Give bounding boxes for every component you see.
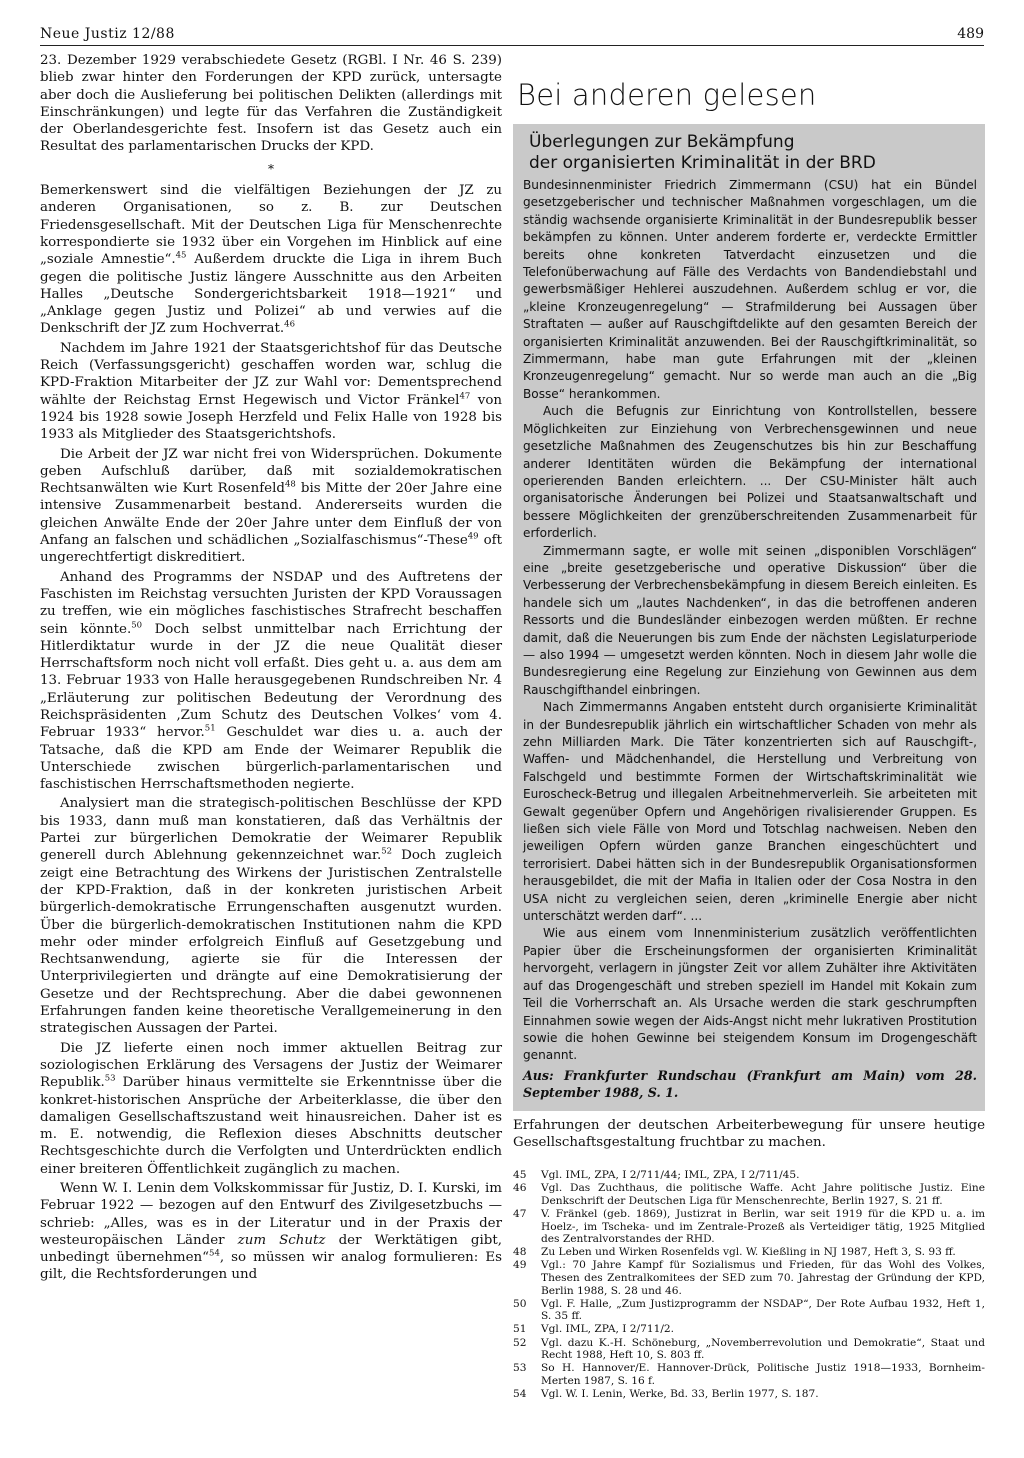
footnote-number: 45 (513, 1169, 527, 1182)
footnote-number: 50 (513, 1297, 527, 1310)
footnote-text: Zu Leben und Wirken Rosenfelds vgl. W. Kießling in NJ 1987, Heft 3, S. 93 ff. (541, 1246, 956, 1259)
footnote-ref: 51 (204, 723, 216, 734)
footnote-number: 54 (513, 1387, 527, 1400)
footnote (513, 1169, 985, 1182)
left-column (40, 52, 502, 1284)
paragraph: 23. Dezember 1929 verabschiedete Gesetz (RGBl. I Nr. 46 S. 239) blieb zwar hinter den Forderungen der KPD zurück, untersagte aber doch die Auslieferung bei politischen Delikten (allerdings mit Einschränkungen) und legte für das Verfahren die Zuständigkeit der Oberlandesgerichte fest. Insofern ist das Gesetz auch ein Resultat des parlamentarischen Drucks der KPD. (40, 53, 502, 155)
paragraph: Zimmermann sagte, er wolle mit seinen „disponiblen Vorschlägen“ eine „breite gesetzgeberische und operative Diskussion“ über die Verbesserung der Verbrechensbekämpfung in diesem Bereich einleiten. Es handele sich um „lautes Nachdenken“, in das die betroffenen anderen Ressorts und die Bundesländer einbezogen werden müßten. Er rechne damit, daß die Neuerungen bis zum Ende der nächsten Legislaturperiode — also 1994 — umgesetzt werden könnten. Noch in diesem Jahr wolle die Bundesregierung eine Regelung zur Einziehung von Gewinnen aus dem Rauschgifthandel einbringen. (523, 543, 977, 697)
footnote-number: 48 (513, 1246, 527, 1259)
footnote (513, 1259, 985, 1297)
footnote-number: 46 (513, 1182, 527, 1195)
paragraph-continuation: Erfahrungen der deutschen Arbeiterbewegung für unsere heutige Gesellschaftsgestaltung fruchtbar zu machen. (513, 1117, 985, 1151)
page-header (40, 18, 984, 42)
footnote (513, 1208, 985, 1246)
journal-title: Neue Justiz 12/88 (40, 26, 175, 42)
header-rule (40, 45, 984, 46)
page-number: 489 (957, 26, 984, 42)
paragraph: Anhand des Programms der NSDAP und des Auftretens der Faschisten im Reichstag versuchten Juristen der KPD Voraussagen zu treffen, wie ein mögliches faschistisches Strafrecht beschaffen sein könnte.$^{50}$ Doch selbst unmittelbar nach Errichtung der Hitlerdiktatur wurde in der JZ die neue Qualität dieser Herrschaftsform noch nicht voll erfaßt. Dies geht u. a. aus dem am 13. Februar 1933 von Halle herausgegebenen Rundschreiben Nr. 4 „Erläuterung zur politischen Bedeutung der Verordnung des Reichspräsidenten ‚Zum Schutz des Deutschen Volkes‘ vom 4. Februar 1933“ hervor.$^{51}$ Geschuldet war dies u. a. auch der Tatsache, daß die KPD am Ende der Weimarer Republik die Unterschiede zwischen bürgerlich-parlamentarischen und faschistischen Herrschaftsmethoden negierte. (40, 569, 502, 793)
footnote-text: Vgl. IML, ZPA, I 2/711/2. (541, 1323, 675, 1336)
footnote-text: Vgl. IML, ZPA, I 2/711/44; IML, ZPA, I 2/711/45. (541, 1169, 800, 1182)
footnote (513, 1362, 985, 1387)
footnote (513, 1182, 985, 1207)
footnote-ref: 47 (459, 391, 471, 402)
quoted-article-box (513, 124, 985, 1111)
footnote (513, 1298, 985, 1323)
paragraph: Die JZ lieferte einen noch immer aktuellen Beitrag zur soziologischen Erklärung des Versagens der Justiz der Weimarer Republik.$^{53}$ Darüber hinaus vermittelte sie Erkenntnisse über die konkret-historischen Ansprüche der Arbeiterklasse, die über den damaligen Gesellschaftszustand weit hinausreichen. Daher ist es m. E. notwendig, die Reflexion dieses Abschnitts deutscher Rechtsgeschichte durch die Verfolgten und Unterdrückten endlich einer breiteren Öffentlichkeit zugänglich zu machen. (40, 1040, 502, 1177)
footnote (513, 1323, 985, 1336)
footnotes (513, 1169, 985, 1400)
footnote (513, 1337, 985, 1362)
footnote-ref: 45 (175, 250, 187, 261)
paragraph: Bundesinnenminister Friedrich Zimmermann (CSU) hat ein Bündel gesetzgeberischer und technischer Maßnahmen vorgeschlagen, um die ständig wachsende organisierte Kriminalität in der Bundesrepublik besser bekämpfen zu können. Unter anderem forderte er, verdeckte Ermittler bereits ohne konkreten Tatverdacht einzusetzen und die Telefonüberwachung auf Fälle des Verdachts von Bandendiebstahl und gewerbsmäßiger Hehlerei auszudehnen. Außerdem schlug er vor, die „kleine Kronzeugenregelung“ — Strafmilderung bei Aussagen über Straftaten — außer auf Rauschgiftdelikte auf den gesamten Bereich der organisierten Kriminalität anzuwenden. Bei der Rauschgiftkriminalität, so Zimmermann, habe man gute Erfahrungen mit der „kleinen Kronzeugenregelung“ gemacht. Nur so werde man auch an die „Big Bosse“ herankommen. (523, 178, 977, 401)
article-source: Aus: Frankfurter Rundschau (Frankfurt am Main) vom 28. September 1988, S. 1. (523, 1067, 977, 1100)
footnote-number: 51 (513, 1323, 527, 1336)
footnote-text: So H. Hannover/E. Hannover-Drück, Politische Justiz 1918—1933, Bornheim-Merten 1987, S. 16 f. (541, 1362, 985, 1387)
footnote-text: Vgl. dazu K.-H. Schöneburg, „Novemberrevolution und Demokratie“, Staat und Recht 1988, Heft 10, S. 803 ff. (541, 1336, 985, 1362)
footnote (513, 1246, 985, 1259)
paragraph: Auch die Befugnis zur Einrichtung von Kontrollstellen, bessere Möglichkeiten zur Einziehung von Verbrechensgewinnen und neue gesetzliche Maßnahmen des Zeugenschutzes bis hin zur Beschaffung anderer Identitäten würden die Bekämpfung der international operierenden Banden erleichtern. ... Der CSU-Minister hält auch organisatorische Änderungen bei Polizei und Staatsanwaltschaft und bessere Möglichkeiten der grenzüberschreitenden Zusammenarbeit für erforderlich. (523, 404, 977, 541)
footnote-ref: 53 (104, 1073, 116, 1084)
paragraph: Nachdem im Jahre 1921 der Staatsgerichtshof für das Deutsche Reich (Verfassungsgericht) geschaffen worden war, schlug die KPD-Fraktion Mitarbeiter der JZ zur Wahl vor: Dementsprechend wählte der Reichstag Ernst Hegewisch und Victor Fränkel$^{47}$ von 1924 bis 1928 sowie Joseph Herzfeld und Felix Halle von 1928 bis 1933 als Mitglieder des Staatsgerichtshofs. (40, 340, 502, 443)
paragraph: Wenn W. I. Lenin dem Volkskommissar für Justiz, D. I. Kurski, im Februar 1922 — bezogen auf den Entwurf des Zivilgesetzbuchs — schrieb: „Alles, was es in der Literatur und in der Praxis der westeuropäischen Länder zum Schutz der Werktätigen gibt, unbedingt übernehmen“$^{54}$, so müssen wir analog formulieren: Es gilt, die Rechtsforderungen und (40, 1181, 502, 1283)
paragraph: Nach Zimmermanns Angaben entsteht durch organisierte Kriminalität in der Bundesrepublik jährlich ein wirtschaftlicher Schaden von mehr als zehn Milliarden Mark. Die Täter konzentrierten sich auf Rauschgift-, Waffen- und Mädchenhandel, die Herstellung und Verbreitung von Falschgeld und bestimmte Formen der Wirtschaftskriminalität wie Euroscheck-Betrug und illegalen Arbeitnehmerverleih. Sie arbeiteten mit Gewalt gegenüber Opfern und Angehörigen rivalisierender Gruppen. Es ließen sich viele Fälle von Mord und Totschlag nachweisen. Neben den jeweiligen Opfern würden ganze Branchen eingeschüchtert und terrorisiert. Dabei hätten sich in der Bundesrepublik Organisationsformen herausgebildet, die mit der Mafia in Italien oder der Cosa Nostra in den USA nicht zu vergleichen seien, deren „kriminelle Energie aber nicht unterschätzt werden darf“. ... (523, 700, 977, 924)
footnote-number: 49 (513, 1259, 527, 1272)
right-column (513, 52, 985, 1401)
footnote-text: Vgl.: 70 Jahre Kampf für Sozialismus und Frieden, für das Wohl des Volkes, Thesen des Zentralkomitees der SED zum 70. Jahrestag der Gründung der KPD, Berlin 1988, S. 28 und 46. (541, 1259, 985, 1297)
footnote-ref: 52 (381, 846, 393, 857)
footnote (513, 1388, 985, 1401)
footnote-ref: 50 (131, 620, 143, 631)
section-separator: * (268, 161, 274, 176)
paragraph: Wie aus einem vom Innenministerium zusätzlich veröffentlichten Papier über die Erscheinungsformen der organisierten Kriminalität hervorgeht, verlagern in jüngster Zeit vor allem Zuhälter ihre Aktivitäten auf das Drogengeschäft und streben speziell im Handel mit Kokain zum Teil die Vorherrschaft an. Als Ursache werden die stark geschrumpften Einnahmen sowie wegen der Aids-Angst nicht mehr lukrativen Prostitution sowie die hohen Gewinne bei steigendem Konsum im Drogengeschäft genannt. (523, 926, 977, 1063)
section-title: Bei anderen gelesen (517, 78, 817, 112)
footnote-ref: 46 (284, 319, 295, 330)
footnote-text: V. Fränkel (geb. 1869), Justizrat in Berlin, war seit 1919 für die KPD u. a. im Hoelz-, im Tscheka- und im Zentrale-Prozeß als Verteidiger tätig, 1925 Mitglied des Zentralvorstandes der RHD. (541, 1208, 985, 1246)
footnote-text: Vgl. W. I. Lenin, Werke, Bd. 33, Berlin 1977, S. 187. (541, 1387, 819, 1400)
footnote-ref: 48 (284, 479, 296, 490)
paragraph: Die Arbeit der JZ war nicht frei von Widersprüchen. Dokumente geben Aufschluß darüber, daß mit sozialdemokratischen Rechtsanwälten wie Kurt Rosenfeld$^{48}$ bis Mitte der 20er Jahre eine intensive Zusammenarbeit bestand. Andererseits wurden die gleichen Anwälte Ende der 20er Jahre unter dem Einfluß der von Anfang an falschen und schädlichen „Sozialfaschismus“-These$^{49}$ oft ungerechtfertigt diskreditiert. (40, 446, 502, 566)
paragraph: Bemerkenswert sind die vielfältigen Beziehungen der JZ zu anderen Organisationen, so z. B. zur Deutschen Friedensgesellschaft. Mit der Deutschen Liga für Menschenrechte korrespondierte sie 1932 über ein Vorgehen im Hinblick auf eine „soziale Amnestie“.$^{45}$ Außerdem druckte die Liga in ihrem Buch gegen die politische Justiz längere Ausschnitte aus den Arbeiten Halles „Deutsche Sondergerichtsbarkeit 1918—1921“ und „Anklage gegen Justiz und Polizei“ ab und verwies auf die Denkschrift der JZ zum Hochverrat.$^{46}$ (40, 183, 502, 337)
footnote-ref: 54 (209, 1248, 220, 1259)
article-title: Überlegungen zur Bekämpfung der organisierten Kriminalität in der BRD (529, 132, 876, 173)
footnote-ref: 49 (467, 531, 479, 542)
footnote-number: 53 (513, 1362, 527, 1375)
footnote-number: 47 (513, 1208, 527, 1221)
footnote-text: Vgl. F. Halle, „Zum Justizprogramm der NSDAP“, Der Rote Aufbau 1932, Heft 1, S. 35 ff. (541, 1297, 985, 1323)
paragraph: Analysiert man die strategisch-politischen Beschlüsse der KPD bis 1933, dann muß man konstatieren, daß das Verhältnis der Partei zur bürgerlichen Demokratie der Weimarer Republik generell durch Ablehnung gekennzeichnet war.$^{52}$ Doch zugleich zeigt eine Betrachtung des Wirkens der Juristischen Zentralstelle der KPD-Fraktion, daß in der konkreten juristischen Arbeit bürgerlich-demokratische Errungenschaften ausgenutzt wurden. Über die bürgerlich-demokratischen Institutionen nahm die KPD mehr oder minder erfolgreich Einfluß auf Gesetzgebung und Rechtsanwendung, agierte sie für die Interessen der Unterprivilegierten und drängte auf eine Demokratisierung der Gesetze und der Rechtsprechung. Aber die dabei gewonnenen Erfahrungen fanden keine theoretische Verallgemeinerung in den strategischen Aussagen der Partei. (40, 796, 502, 1037)
footnote-number: 52 (513, 1336, 527, 1349)
article-body (523, 177, 977, 1065)
footnote-text: Vgl. Das Zuchthaus, die politische Waffe. Acht Jahre politische Justiz. Eine Denkschrift der Deutschen Liga für Menschenrechte, Berlin 1927, S. 21 ff. (541, 1182, 985, 1207)
